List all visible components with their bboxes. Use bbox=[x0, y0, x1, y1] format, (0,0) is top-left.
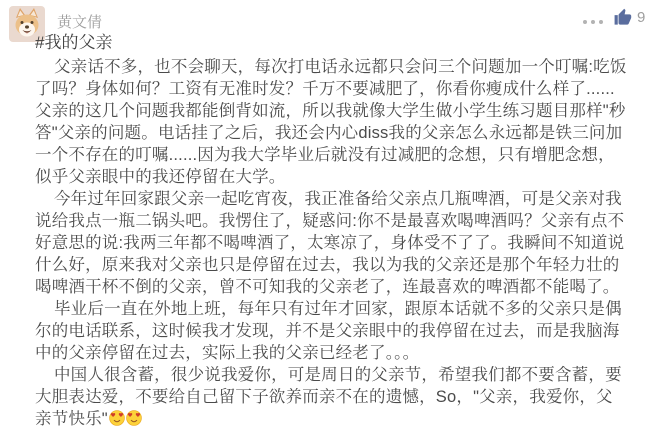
more-options-button[interactable] bbox=[581, 16, 605, 28]
author-name[interactable]: 黄文倩 bbox=[57, 14, 103, 31]
post-paragraph: 今年过年回家跟父亲一起吃宵夜，我正准备给父亲点几瓶啤酒，可是父亲对我说给我点一瓶二锅头吧。我愣住了，疑惑问:你不是最喜欢喝啤酒吗？父亲有点不好意思的说:我两三年都不喝啤酒了，太寒凉了，身体受不了了。我瞬间不知道说什么好，原来我对父亲也只是停留在过去，我以为我的父亲还是那个年轻力壮的喝啤酒干杯不倒的父亲，曾不可知我的父亲老了，连最喜欢的啤酒都不能喝了。 bbox=[35, 190, 625, 296]
heart-eyes-emoji-icon bbox=[109, 410, 125, 426]
heart-eyes-emoji-icon bbox=[126, 410, 142, 426]
post-paragraph: 中国人很含蓄，很少说我爱你，可是周日的父亲节，希望我们都不要含蓄，要大胆表达爱，不要给自己留下子欲养而亲不在的遗憾，So，"父亲，我爱你，父亲节快乐" bbox=[35, 366, 622, 428]
like-count: 9 bbox=[637, 9, 646, 26]
post-content bbox=[35, 31, 628, 429]
ellipsis-dot bbox=[591, 20, 595, 24]
post-paragraph: 父亲话不多，也不会聊天，每次打电话永远都只会问三个问题加一个叮嘱:吃饭了吗？身体如何？工资有无准时发？千万不要减肥了，你看你瘦成什么样了......父亲的这几个问题我都能倒背如流，所以我就像大学生做小学生练习题目那样"秒答"父亲的问题。电话挂了之后，我还会内心diss我的父亲怎么永远都是铁三问加一个不存在的叮嘱......因为我大学毕业后就没有过减肥的念想，只有增肥念想，似乎父亲眼中的我还停留在大学。 bbox=[35, 58, 627, 186]
ellipsis-dot bbox=[599, 20, 603, 24]
post-paragraph: 毕业后一直在外地上班，每年只有过年才回家，跟原本话就不多的父亲只是偶尔的电话联系，这时候我才发现，并不是父亲眼中的我停留在过去，而是我脑海中的父亲停留在过去，实际上我的父亲已经老了。。。 bbox=[35, 300, 622, 362]
like-button[interactable] bbox=[613, 8, 645, 27]
ellipsis-dot bbox=[583, 20, 587, 24]
post-hashtag-title[interactable]: #我的父亲 bbox=[35, 33, 113, 52]
thumbs-up-icon bbox=[613, 8, 632, 27]
